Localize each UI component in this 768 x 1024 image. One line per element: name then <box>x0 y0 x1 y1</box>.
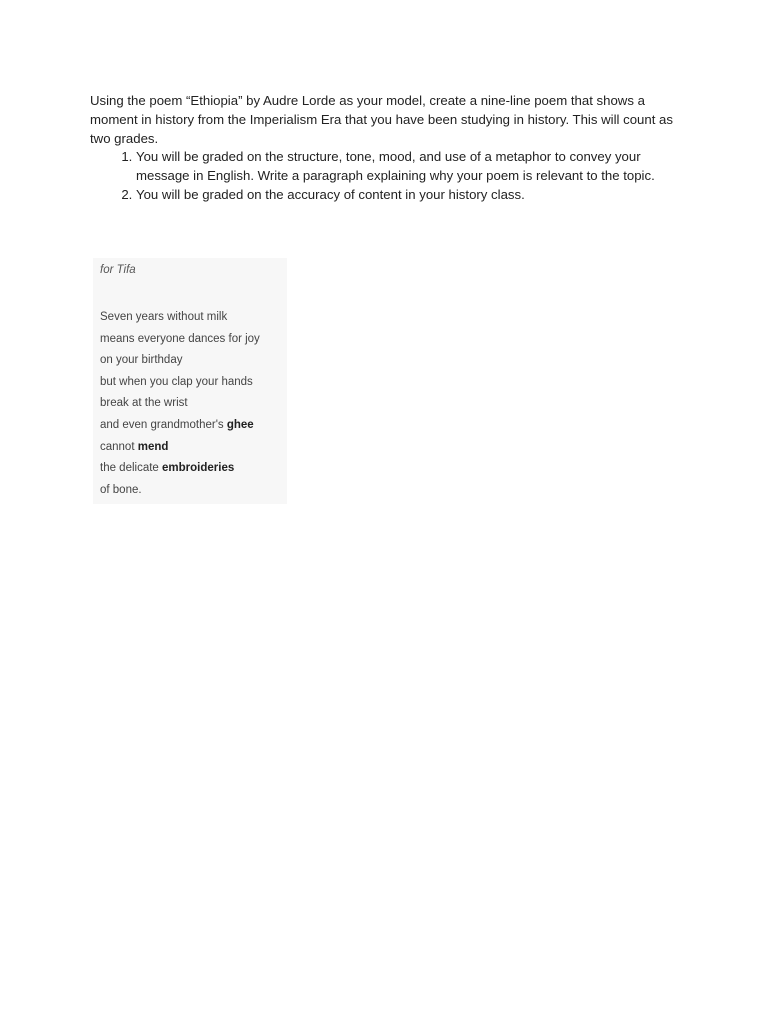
poem-line: the delicate embroideries <box>100 462 235 475</box>
poem-line: but when you clap your hands <box>100 375 253 388</box>
assignment-instructions <box>90 92 680 205</box>
poem-line: on your birthday <box>100 354 183 367</box>
poem-line: means everyone dances for joy <box>100 332 260 345</box>
emphasized-word: mend <box>137 440 169 453</box>
poem-line: of bone. <box>100 483 142 496</box>
poem-line: break at the wrist <box>100 397 188 410</box>
grading-list <box>90 148 680 204</box>
grading-item: 2. You will be graded on the accuracy of content in your history class. <box>136 186 680 205</box>
poem-line: cannot mend <box>100 440 169 453</box>
poem-line: Seven years without milk <box>100 311 228 323</box>
poem-image <box>93 258 287 504</box>
poem-line: and even grandmother's ghee <box>100 418 254 431</box>
assignment-intro: Using the poem “Ethiopia” by Audre Lorde as your model, create a nine-line poem that shows a moment in history from the Imperialism Era that you have been studying in history. This will count as two grades. <box>90 93 673 146</box>
grading-item: 1. You will be graded on the structure, tone, mood, and use of a metaphor to convey your message in English. Write a paragraph explaining why your poem is relevant to the topic. <box>136 148 680 186</box>
poem-dedication: for Tifa <box>100 264 136 276</box>
emphasized-word: embroideries <box>162 462 235 475</box>
poem-lines <box>100 307 260 501</box>
emphasized-word: ghee <box>226 418 254 431</box>
